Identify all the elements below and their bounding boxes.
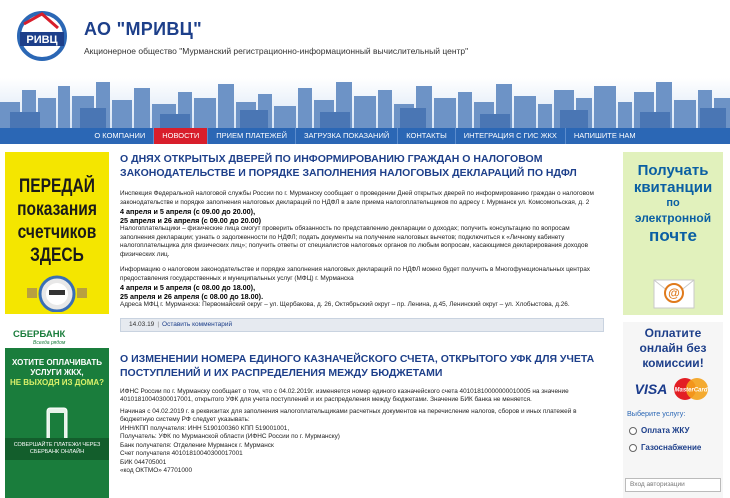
radio-icon[interactable] [629, 444, 637, 452]
article-paragraph: Налогоплательщики – физические лица смогут проверить обязанность по представлению декларации о доходах; получить консультацию по вопросам заполнения декларации; узнать о задолженности по НДФЛ; подать документы на получение налоговых вычетов; подключиться к «Личному кабинету налогоплательщика для физических лиц»; получить ответы от специалистов налоговых органов по любым вопросам, касающимся декларирования доходов физических лиц. [120, 225, 588, 258]
banner-line: ПЕРЕДАЙ [19, 176, 95, 197]
option-label: Газоснабжение [641, 443, 702, 452]
article-dates: 25 апреля и 26 апреля (с 08.00 до 18.00). [120, 292, 264, 301]
article-paragraph: Адреса МФЦ г. Мурманска: Первомайский округ – ул. Щербакова, д. 26, Октябрьский округ – пр. Ленина, д.45, Ленинский округ – ул. Хлобыстова, д.26. [120, 301, 570, 308]
online-payment-widget [623, 322, 723, 498]
article-dates: 25 апреля и 26 апреля (с 09.00 до 20.00) [120, 216, 262, 225]
nav-item-news[interactable]: НОВОСТИ [154, 128, 208, 144]
nav-item-payments[interactable]: ПРИЕМ ПЛАТЕЖЕЙ [208, 128, 296, 144]
banner-line: почте [649, 226, 697, 245]
news-article [114, 332, 610, 476]
card-logos [623, 377, 723, 401]
service-option-utilities[interactable] [629, 426, 723, 435]
payment-title: Оплатите онлайн без комиссии! [639, 326, 707, 370]
article-date: 14.03.19 [129, 320, 155, 328]
article-line: Получатель: УФК по Мурманской области (ИФНС России по г. Мурманску) [120, 433, 340, 440]
banner-line: по [666, 197, 680, 209]
sberbank-slogan: Всегда рядом [33, 340, 66, 346]
article-title[interactable]: О ДНЯХ ОТКРЫТЫХ ДВЕРЕЙ ПО ИНФОРМИРОВАНИЮ ГРАЖДАН О НАЛОГОВОМ ЗАКОНОДАТЕЛЬСТВЕ И ПОРЯДКЕ ЗАПОЛНЕНИЯ НАЛОГОВЫХ ДЕКЛАРАЦИЙ ПО НДФЛ [120, 153, 577, 179]
visa-logo: VISA [634, 381, 668, 397]
nav-item-readings-upload[interactable]: ЗАГРУЗКА ПОКАЗАНИЙ [296, 128, 398, 144]
article-paragraph: ИФНС России по г. Мурманску сообщает о том, что с 04.02.2019г. изменяется номер единого казначейского счета 40101810000000010005 на значение 40101810040300017001, открытого УФК для учета поступлений и их распределения между бюджетами. Значение БИК банка не меняется. [120, 387, 569, 403]
service-option-gas[interactable] [629, 443, 723, 452]
meter-readings-banner[interactable] [5, 152, 109, 314]
article-line: БИК 044705001 [120, 458, 167, 466]
email-envelope-icon [653, 276, 695, 310]
sberbank-question: ХОТИТЕ ОПЛАЧИВАТЬ УСЛУГИ ЖКХ, [12, 358, 102, 377]
sberbank-question-2: НЕ ВЫХОДЯ ИЗ ДОМА? [9, 378, 105, 387]
banner-line: показания [17, 199, 97, 220]
sberbank-footer: СОВЕРШАЙТЕ ПЛАТЕЖИ ЧЕРЕЗ СБЕРБАНК ОНЛАЙН [5, 438, 109, 460]
article-dates: 4 апреля и 5 апреля (с 08.00 до 18.00), [120, 283, 256, 292]
email-receipts-banner[interactable] [623, 152, 723, 315]
svg-text:@: @ [668, 286, 680, 300]
banner-line: квитанции [633, 179, 713, 196]
sberbank-name: СБЕРБАНК [13, 329, 66, 340]
article-line: Счет получателя 40101810040300017001 [120, 450, 243, 457]
article-title[interactable]: О ИЗМЕНЕНИИ НОМЕРА ЕДИНОГО КАЗНАЧЕЙСКОГО СЧЕТА, ОТКРЫТОГО УФК ДЛЯ УЧЕТА ПОСТУПЛЕНИЙ И ИХ РАСПРЕДЕЛЕНИЯ МЕЖДУ БЮДЖЕТАМИ [120, 352, 595, 379]
nav-item-gis-integration[interactable]: ИНТЕГРАЦИЯ С ГИС ЖКХ [456, 128, 566, 144]
news-article [114, 146, 610, 332]
banner-line: электронной [634, 211, 712, 225]
news-content [114, 146, 610, 498]
choose-service-label: Выберите услугу: [627, 409, 686, 418]
banner-line: ЗДЕСЬ [30, 245, 84, 266]
site-title: АО "МРИВЦ" [84, 19, 202, 39]
leave-comment-link[interactable]: Оставить комментарий [162, 320, 233, 328]
nav-item-write-us[interactable]: НАПИШИТЕ НАМ [573, 131, 636, 140]
site-header [0, 0, 730, 128]
svg-text:MasterCard: MasterCard [674, 387, 708, 394]
sberbank-banner[interactable] [5, 322, 109, 498]
option-label: Оплата ЖКУ [641, 426, 690, 435]
main-navigation [0, 128, 730, 144]
article-paragraph: Начиная с 04.02.2019 г. в реквизитах для заполнения налогоплательщиками расчетных документов на перечисление налогов, сборов и иных платежей в бюджетную систему РФ следует указывать: [120, 407, 577, 423]
water-meter-icon [27, 274, 87, 312]
banner-line: Получать [637, 162, 709, 179]
article-line: ИНН/КПП получателя: ИНН 5190100360 КПП 519001001, [120, 424, 290, 432]
sberbank-logo [5, 322, 109, 348]
company-logo[interactable] [14, 10, 70, 62]
banner-line: счетчиков [17, 222, 97, 243]
article-paragraph: Информацию о налоговом законодательстве и порядке заполнения налоговых деклараций по НДФЛ можно будет получить в Многофункциональных центрах предоставления государственных и муниципальных услуг (МФЦ) г. Мурманска [120, 266, 590, 282]
site-subtitle: Акционерное общество "Мурманский регистрационно-информационный вычислительный центр" [84, 46, 469, 56]
nav-item-contacts[interactable]: КОНТАКТЫ [398, 128, 455, 144]
radio-icon[interactable] [629, 427, 637, 435]
article-line: «код ОКТМО» 47701000 [120, 467, 192, 474]
city-skyline-image [0, 78, 730, 128]
mastercard-logo [671, 377, 711, 401]
nav-item-about[interactable]: О КОМПАНИИ [86, 128, 154, 144]
article-line: Банк получателя: Отделение Мурманск г. Мурманск [120, 441, 274, 449]
article-meta-bar: 14.03.19 | Оставить комментарий [120, 318, 604, 332]
article-dates: 4 апреля и 5 апреля (с 09.00 до 20.00), [120, 207, 256, 216]
auth-input[interactable]: Вход авторизации [625, 478, 721, 492]
logo-text: РИВЦ [26, 34, 58, 46]
article-paragraph: Инспекция Федеральной налоговой службы России по г. Мурманску сообщает о проведении Дней открытых дверей по информированию граждан о налоговом законодательстве и порядке заполнения налоговых деклараций по НДФЛ в зале приема налогоплательщиков по адресу г. Мурманск ул. Комсомольская, д. 2 [120, 190, 594, 206]
